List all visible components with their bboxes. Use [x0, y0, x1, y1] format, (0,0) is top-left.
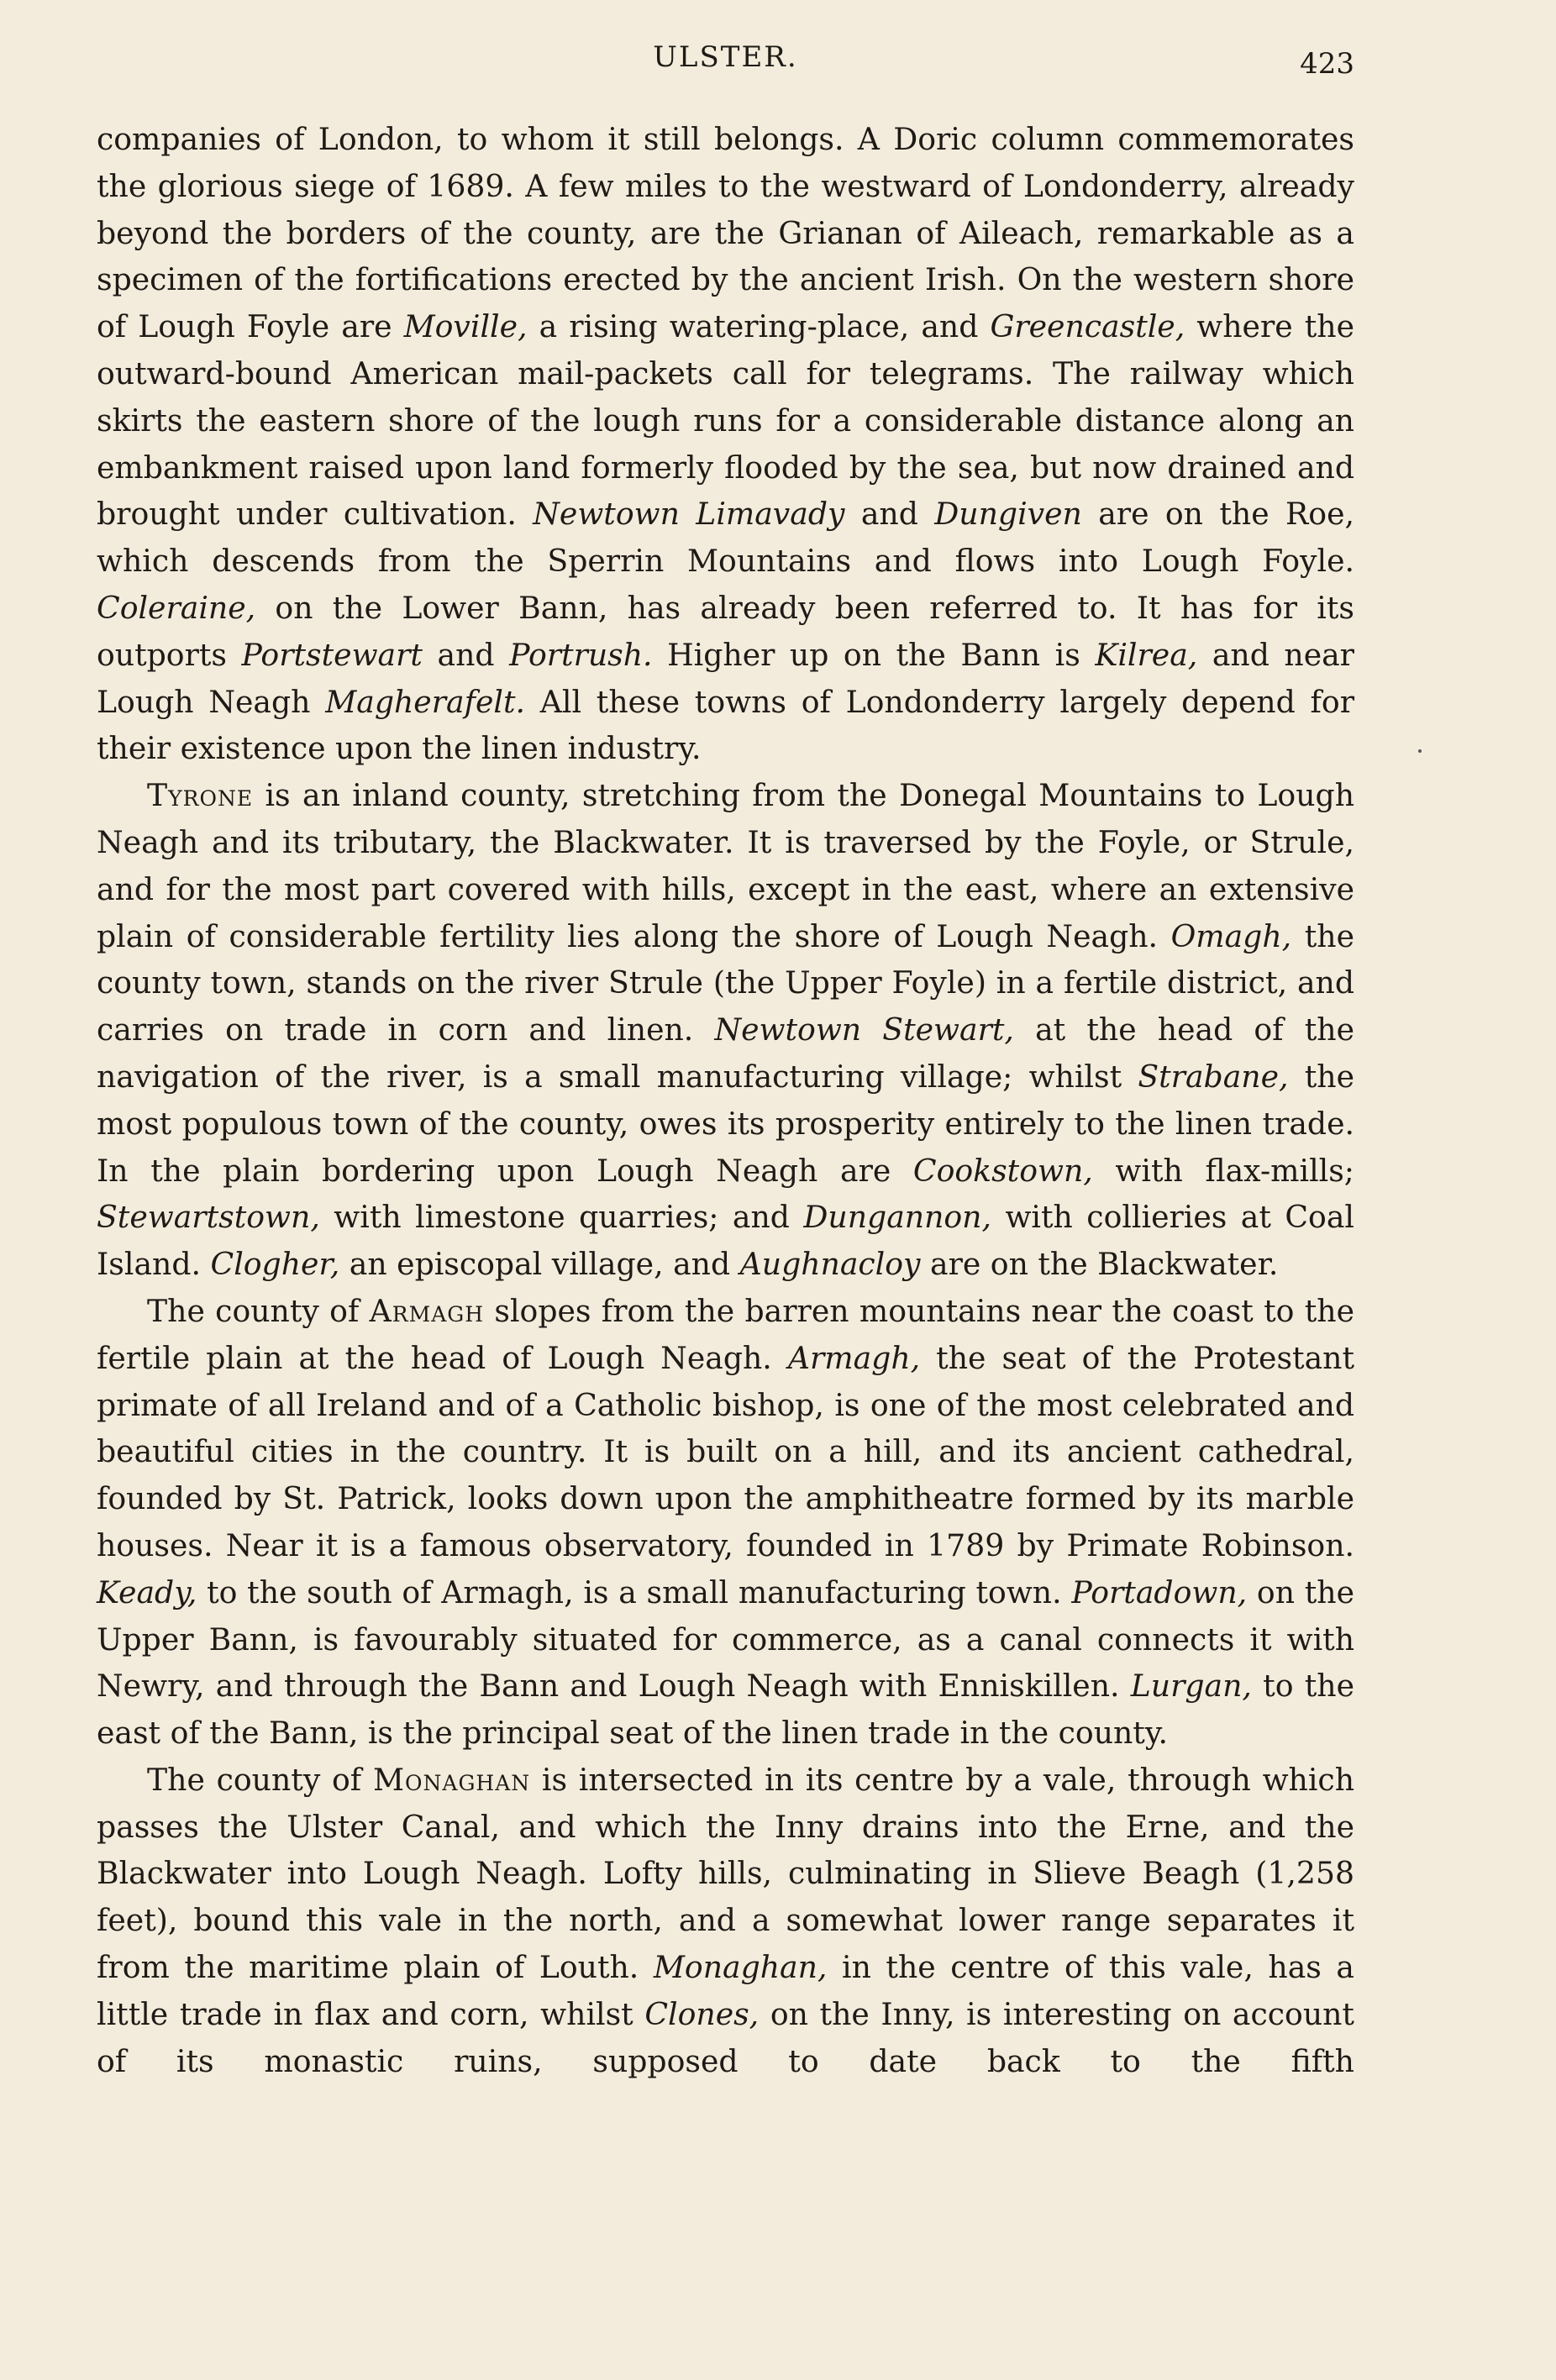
text-run: slopes from the barren mountains near the coast to the fertile plain at the head of Lough Neagh. — [97, 1292, 1354, 1376]
text-run: on the Lower Bann, has already been referred to. It has for its outports — [97, 589, 1354, 673]
text-run: and — [844, 496, 935, 533]
running-head: ULSTER. — [653, 40, 798, 74]
text-run: All these towns of Londonderry largely depend for their existence upon the linen industry. — [97, 683, 1354, 767]
text-run: to the east of the Bann, is the principal seat of the linen trade in the county. — [97, 1668, 1354, 1752]
place-name: Portrush. — [509, 636, 653, 673]
place-name: Dungiven — [934, 496, 1082, 533]
place-name: Clogher, — [210, 1246, 340, 1283]
place-name: Newtown Stewart, — [714, 1011, 1014, 1048]
place-name: Portstewart — [241, 636, 423, 673]
text-run: are on the Roe, which descends from the Sperrin Mountains and flows into Lough Foyle. — [97, 496, 1354, 580]
text-run: with collieries at Coal Island. — [97, 1199, 1354, 1283]
text-run: and near Lough Neagh — [97, 636, 1354, 720]
text-run: and — [422, 636, 510, 673]
paragraph-armagh — [97, 1288, 1354, 1757]
text-run: the county town, stands on the river Strule (the Upper Foyle) in a fertile district, and carries on trade in corn and linen. — [97, 917, 1354, 1048]
page-header — [97, 34, 1354, 86]
place-name: Strabane, — [1138, 1058, 1289, 1095]
text-run: on the Inny, is interesting on account of its monastic ruins, supposed to date back to the fifth — [97, 1995, 1354, 2079]
paragraph-tyrone — [97, 772, 1354, 1288]
text-run: Higher up on the Bann is — [652, 636, 1096, 673]
text-run: in the centre of this vale, has a little trade in flax and corn, whilst — [97, 1949, 1354, 2032]
text-run: at the head of the navigation of the river, is a small manufacturing village; whilst — [97, 1011, 1354, 1095]
place-name: Lurgan, — [1130, 1668, 1252, 1705]
place-name: Moville, — [403, 308, 528, 345]
text-run: an episcopal village, and — [339, 1246, 740, 1283]
place-name: Monaghan, — [653, 1949, 828, 1986]
text-run: where the outward-bound American mail-packets call for telegrams. The railway which skirts the eastern shore of the lough runs for a considerable distance along an embankment raised upon land formerly flooded by the sea, but now drained and brought under cultivation. — [97, 308, 1354, 533]
text-run: is an inland county, stretching from the Donegal Mountains to Lough Neagh and its tributary, the Blackwater. It is traversed by the Foyle, or Strule, and for the most part covered with hills, except in the east, where an extensive plain of considerable fertility lies along the shore of Lough Neagh. — [97, 777, 1354, 954]
text-run: The county of — [147, 1761, 373, 1798]
place-name: Omagh, — [1170, 917, 1292, 954]
place-name: Keady, — [97, 1574, 197, 1610]
text-run: with flax-mills; — [1092, 1152, 1354, 1189]
text-run: is intersected in its centre by a vale, through which passes the Ulster Canal, and which the Inny drains into the Erne, and the Blackwater into Lough Neagh. Lofty hills, culminating in Slieve Beagh (1,258 feet), bound this vale in the north, and a somewhat lower range separates it from the maritime plain of Louth. — [97, 1761, 1355, 1986]
place-name: Stewartstown, — [97, 1199, 320, 1236]
place-name: Cookstown, — [912, 1152, 1093, 1189]
county-name: Tyrone — [147, 777, 254, 814]
text-run: on the Upper Bann, is favourably situated for commerce, as a canal connects it with Newry, and through the Bann and Lough Neagh with Enniskillen. — [97, 1574, 1354, 1705]
place-name: Armagh, — [787, 1339, 921, 1376]
text-run: a rising watering-place, and — [527, 308, 991, 345]
paragraph-monaghan — [97, 1757, 1354, 2085]
place-name: Aughnacloy — [739, 1246, 921, 1283]
text-run: to the south of Armagh, is a small manufacturing town. — [197, 1574, 1072, 1610]
county-name: Armagh — [369, 1292, 485, 1329]
place-name: Dungannon, — [803, 1199, 991, 1236]
place-name: Portadown, — [1071, 1574, 1248, 1610]
body-text — [97, 116, 1354, 2084]
place-name: Coleraine, — [97, 589, 256, 626]
text-run: the seat of the Protestant primate of all Ireland and of a Catholic bishop, is one of the most celebrated and beautiful cities in the country. It is built on a hill, and its ancient cathedral, founded by St. Patrick, looks down upon the amphitheatre formed by its marble houses. Near it is a famous observatory, founded in 1789 by Primate Robinson. — [97, 1339, 1354, 1563]
place-name: Magherafelt. — [325, 683, 526, 720]
text-run: with limestone quarries; and — [319, 1199, 804, 1236]
place-name: Newtown Limavady — [533, 496, 845, 533]
place-name: Greencastle, — [990, 308, 1185, 345]
place-name: Kilrea, — [1095, 636, 1198, 673]
page-number: 423 — [1300, 47, 1354, 81]
text-run: companies of London, to whom it still belongs. A Doric column commemorates the glorious siege of 1689. A few miles to the westward of Londonderry, already beyond the borders of the county, are the Grianan of Aileach, remarkable as a specimen of the fortifications erected by the ancient Irish. On the western shore of Lough Foyle are — [97, 121, 1354, 345]
text-run: the most populous town of the county, owes its prosperity entirely to the linen trade. In the plain bordering upon Lough Neagh are — [97, 1058, 1354, 1189]
text-run: are on the Blackwater. — [920, 1246, 1279, 1283]
text-run: The county of — [147, 1292, 370, 1329]
county-name: Monaghan — [372, 1761, 531, 1798]
paragraph-londonderry — [97, 116, 1354, 772]
paper-speck — [1418, 749, 1422, 753]
place-name: Clones, — [644, 1995, 760, 2032]
